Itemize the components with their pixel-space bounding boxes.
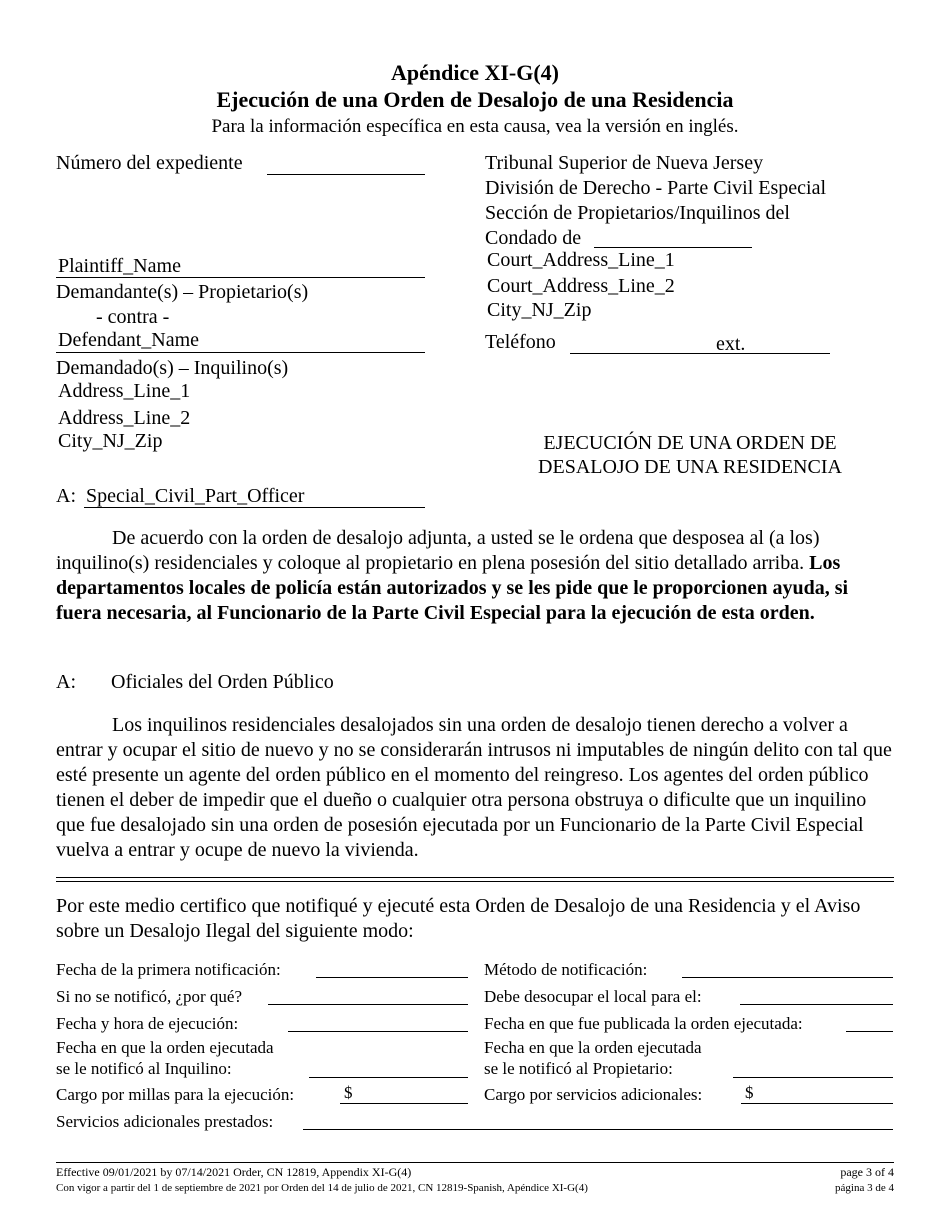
defendant-city-zip[interactable]: City_NJ_Zip xyxy=(58,430,163,452)
vacate-by-field[interactable] xyxy=(740,1004,893,1005)
posted-date-label: Fecha en que fue publicada la orden ejecutada: xyxy=(484,1014,803,1033)
footer-page-en: page 3 of 4 xyxy=(840,1165,894,1179)
court-name: Tribunal Superior de Nueva Jersey xyxy=(485,152,764,174)
divider-bottom xyxy=(56,881,894,882)
tenant-notified-label-2: se le notificó al Inquilino: xyxy=(56,1059,232,1078)
defendant-address-line-1[interactable]: Address_Line_1 xyxy=(58,380,191,402)
why-not-label: Si no se notificó, ¿por qué? xyxy=(56,987,243,1006)
additional-fee-label: Cargo por servicios adicionales: xyxy=(484,1085,703,1104)
court-address-line-2[interactable]: Court_Address_Line_2 xyxy=(487,275,675,297)
defendant-role: Demandado(s) – Inquilino(s) xyxy=(56,357,289,379)
method-label: Método de notificación: xyxy=(484,960,648,979)
court-section: Sección de Propietarios/Inquilinos del xyxy=(485,202,790,224)
to-officers-label: A: xyxy=(56,671,76,693)
tenant-notified-field[interactable] xyxy=(309,1077,468,1078)
order-text: De acuerdo con la orden de desalojo adjunta, a usted se le ordena que desposea al (a los) inquilino(s) residenciales y coloque al propietario en plena posesión del sitio detallado arriba. xyxy=(56,527,820,574)
versus-label: - contra - xyxy=(96,306,170,328)
to-officer-label: A: xyxy=(56,485,76,507)
footer-rule xyxy=(56,1162,894,1163)
plaintiff-name[interactable]: Plaintiff_Name xyxy=(58,255,181,277)
exec-datetime-field[interactable] xyxy=(288,1031,468,1032)
document-heading: Ejecución de una Orden de Desalojo de una Residencia xyxy=(216,87,734,112)
additional-fee-field[interactable] xyxy=(741,1103,893,1104)
landlord-notified-label-2: se le notificó al Propietario: xyxy=(484,1059,673,1078)
additional-fee-currency: $ xyxy=(745,1083,754,1102)
plaintiff-line xyxy=(56,277,425,278)
footer-effective-en: Effective 09/01/2021 by 07/14/2021 Order, CN 12819, Appendix XI-G(4) xyxy=(56,1165,412,1179)
posted-date-field[interactable] xyxy=(846,1031,893,1032)
court-address-line-1[interactable]: Court_Address_Line_1 xyxy=(487,249,675,271)
exec-datetime-label: Fecha y hora de ejecución: xyxy=(56,1014,239,1033)
vacate-by-label: Debe desocupar el local para el: xyxy=(484,987,702,1006)
document-subheading: Para la información específica en esta causa, vea la versión en inglés. xyxy=(211,116,739,137)
method-field[interactable] xyxy=(682,977,893,978)
doc-title-line-1: EJECUCIÓN DE UNA ORDEN DE xyxy=(543,432,837,454)
certification-paragraph xyxy=(56,894,896,944)
illegal-eviction-text: Los inquilinos residenciales desalojados sin una orden de desalojo tienen derecho a volver a entrar y ocupar el sitio de nuevo y no se considerarán intrusos ni imputables de ningún delito con tal que esté presente un agente del orden público en el momento del reingreso. Los agentes del orden público tienen el deber de impedir que el dueño o cualquier otra persona obstruya o dificulte que un inquilino que fue desalojado sin una orden de posesión ejecutada por un Funcionario de la Parte Civil Especial vuelva a entrar y ocupe de nuevo la vivienda. xyxy=(56,714,892,861)
order-paragraph xyxy=(56,526,896,626)
docket-label: Número del expediente xyxy=(56,152,243,174)
landlord-notified-label-1: Fecha en que la orden ejecutada xyxy=(484,1038,702,1057)
to-officers-text: Oficiales del Orden Público xyxy=(111,671,334,693)
extension-label: ext. xyxy=(716,333,746,355)
illegal-eviction-paragraph xyxy=(56,713,896,863)
phone-field[interactable] xyxy=(570,353,830,354)
mileage-currency: $ xyxy=(344,1083,353,1102)
doc-title-line-2: DESALOJO DE UNA RESIDENCIA xyxy=(538,456,842,478)
divider-top xyxy=(56,877,894,878)
phone-label: Teléfono xyxy=(485,331,556,353)
court-city-zip[interactable]: City_NJ_Zip xyxy=(487,299,592,321)
plaintiff-role: Demandante(s) – Propietario(s) xyxy=(56,281,309,303)
docket-number-field[interactable] xyxy=(267,174,425,175)
first-notice-field[interactable] xyxy=(316,977,468,978)
tenant-notified-label-1: Fecha en que la orden ejecutada xyxy=(56,1038,274,1057)
landlord-notified-field[interactable] xyxy=(733,1077,893,1078)
mileage-field[interactable] xyxy=(340,1103,468,1104)
mileage-label: Cargo por millas para la ejecución: xyxy=(56,1085,295,1104)
why-not-field[interactable] xyxy=(268,1004,468,1005)
appendix-heading: Apéndice XI-G(4) xyxy=(390,60,560,85)
court-division: División de Derecho - Parte Civil Especial xyxy=(485,177,827,199)
additional-services-field[interactable] xyxy=(303,1129,893,1130)
county-label: Condado de xyxy=(485,227,582,249)
footer-effective-es: Con vigor a partir del 1 de septiembre de 2021 por Orden del 14 de julio de 2021, CN 12819-Spanish, Apéndice XI-G(4) xyxy=(56,1182,588,1194)
additional-services-label: Servicios adicionales prestados: xyxy=(56,1112,274,1131)
defendant-name[interactable]: Defendant_Name xyxy=(58,329,200,351)
footer-page-es: página 3 de 4 xyxy=(835,1182,894,1194)
officer-line xyxy=(84,507,425,508)
police-assistance-text: Los departamentos locales de policía están autorizados y se les pide que le proporcionen ayuda, si fuera necesaria, al Funcionario de la Parte Civil Especial para la ejecución de esta orden. xyxy=(56,552,849,624)
officer-name[interactable]: Special_Civil_Part_Officer xyxy=(86,485,305,507)
certification-text: Por este medio certifico que notifiqué y ejecuté esta Orden de Desalojo de una Residencia y el Aviso sobre un Desalojo Ilegal del siguiente modo: xyxy=(56,895,861,942)
defendant-address-line-2[interactable]: Address_Line_2 xyxy=(58,407,191,429)
first-notice-label: Fecha de la primera notificación: xyxy=(56,960,281,979)
defendant-line xyxy=(56,352,425,353)
